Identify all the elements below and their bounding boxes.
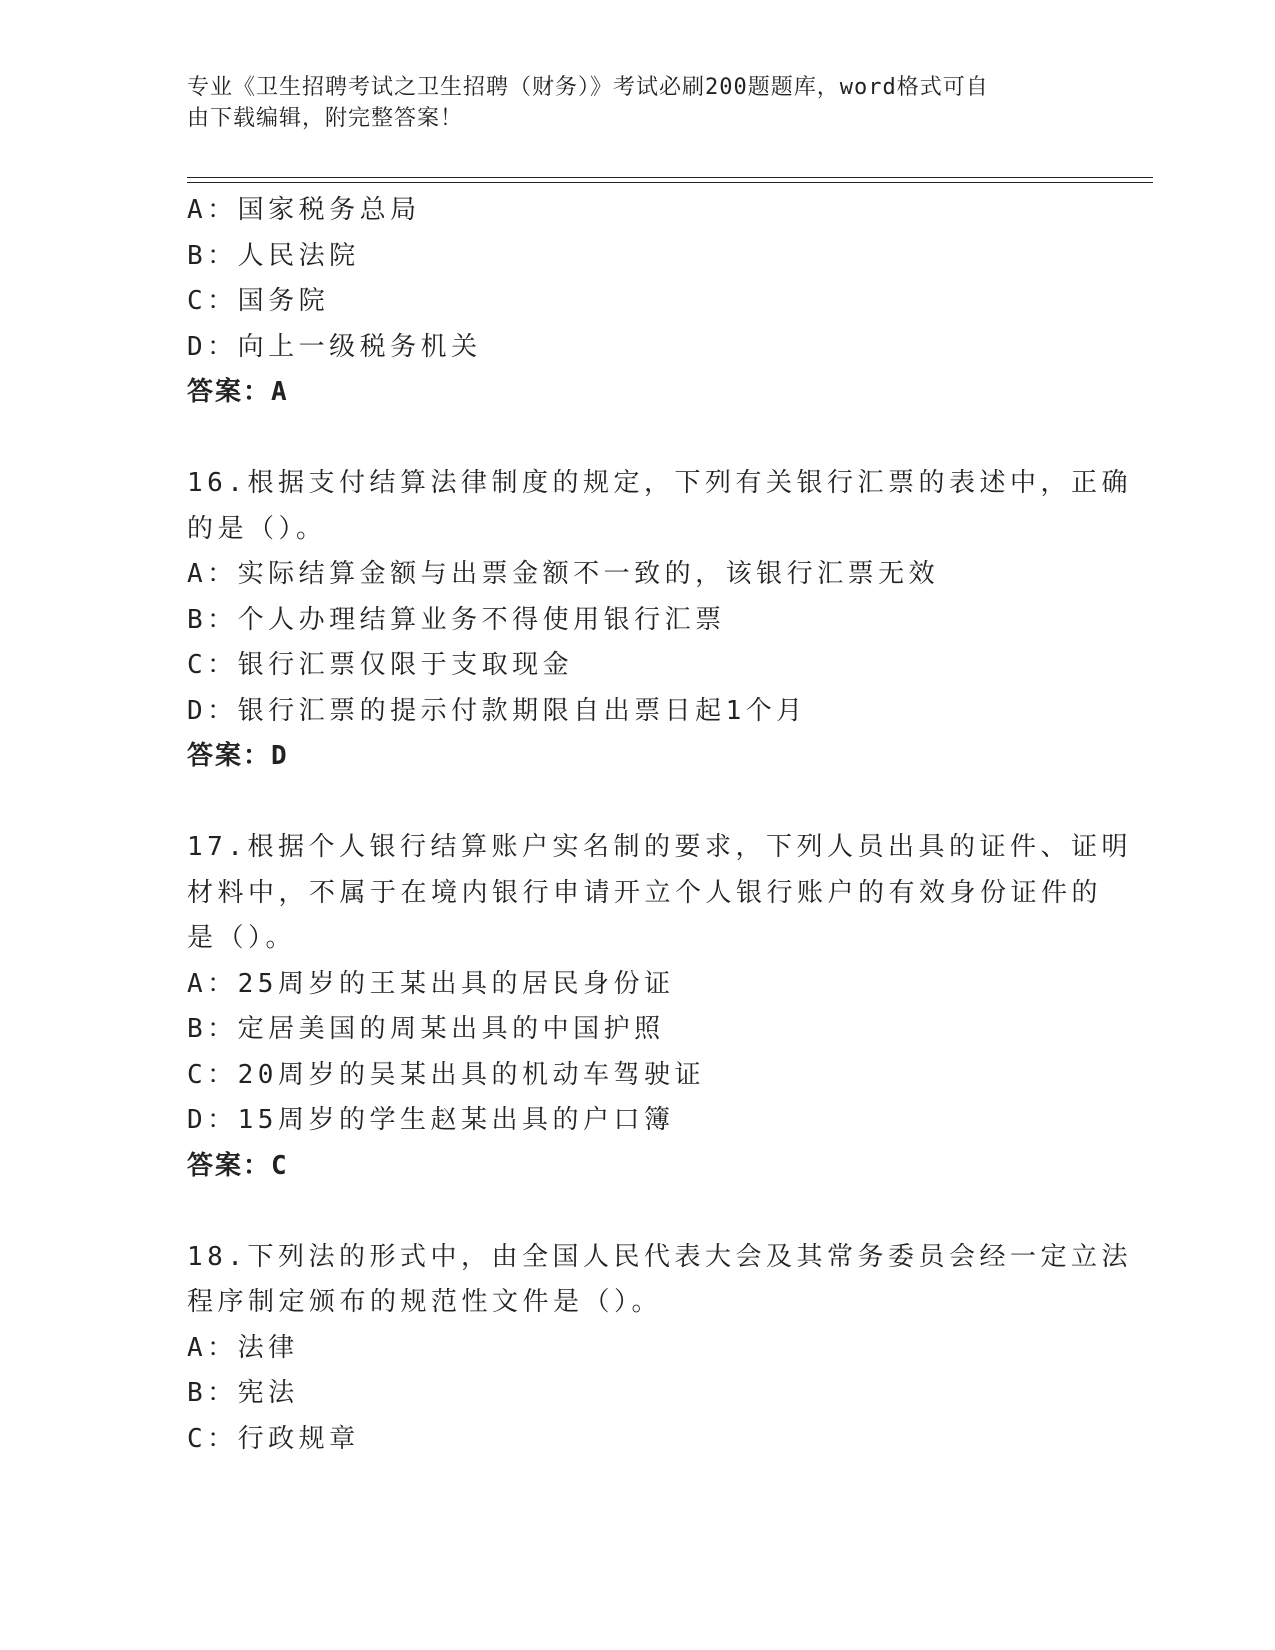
option-a: A：25周岁的王某出具的居民身份证 (187, 968, 675, 999)
option-c: C：国务院 (187, 286, 330, 316)
option-a: A：实际结算金额与出票金额不一致的，该银行汇票无效 (187, 559, 940, 589)
question-stem-line: 18.下列法的形式中，由全国人民代表大会及其常务委员会经一定立法 (187, 1241, 1132, 1272)
question-15-continuation (187, 188, 1087, 416)
question-stem-line: 17.根据个人银行结算账户实名制的要求，下列人员出具的证件、证明 (187, 832, 1132, 862)
option-c: C：20周岁的吴某出具的机动车驾驶证 (187, 1059, 705, 1090)
option-b: B：个人办理结算业务不得使用银行汇票 (187, 604, 726, 635)
question-content (187, 188, 1132, 1462)
answer-line: 答案：A (187, 377, 289, 407)
header-title-line-1: 专业《卫生招聘考试之卫生招聘（财务）》考试必刷200题题库，word格式可自 (187, 75, 989, 100)
question-stem-line: 16.根据支付结算法律制度的规定，下列有关银行汇票的表述中，正确 (187, 468, 1132, 498)
option-d: D：15周岁的学生赵某出具的户口簿 (187, 1105, 675, 1135)
option-a: A：法律 (187, 1332, 299, 1363)
question-stem-line: 材料中，不属于在境内银行申请开立个人银行账户的有效身份证件的 (187, 877, 1103, 908)
spacer (187, 780, 1087, 826)
question-16 (187, 461, 1132, 780)
option-b: B：人民法院 (187, 240, 360, 271)
document-header (187, 72, 1067, 134)
answer-line: 答案：D (187, 741, 289, 771)
option-d: D：银行汇票的提示付款期限自出票日起1个月 (187, 695, 807, 726)
question-stem-line: 程序制定颁布的规范性文件是（）。 (187, 1287, 663, 1317)
spacer (187, 1189, 1087, 1235)
option-c: C：行政规章 (187, 1423, 360, 1454)
option-d: D：向上一级税务机关 (187, 331, 482, 362)
option-b: B：定居美国的周某出具的中国护照 (187, 1014, 665, 1044)
option-b: B：宪法 (187, 1378, 299, 1408)
question-18 (187, 1235, 1132, 1463)
header-divider-bottom (187, 182, 1153, 183)
spacer (187, 416, 1087, 462)
option-a: A：国家税务总局 (187, 195, 421, 225)
header-title-line-2: 由下载编辑，附完整答案！ (187, 106, 464, 131)
option-c: C：银行汇票仅限于支取现金 (187, 650, 574, 680)
question-17 (187, 825, 1132, 1189)
question-stem-line: 的是（）。 (187, 513, 327, 544)
header-divider-top (187, 177, 1153, 178)
question-stem-line: 是（）。 (187, 923, 297, 953)
answer-line: 答案：C (187, 1150, 289, 1181)
